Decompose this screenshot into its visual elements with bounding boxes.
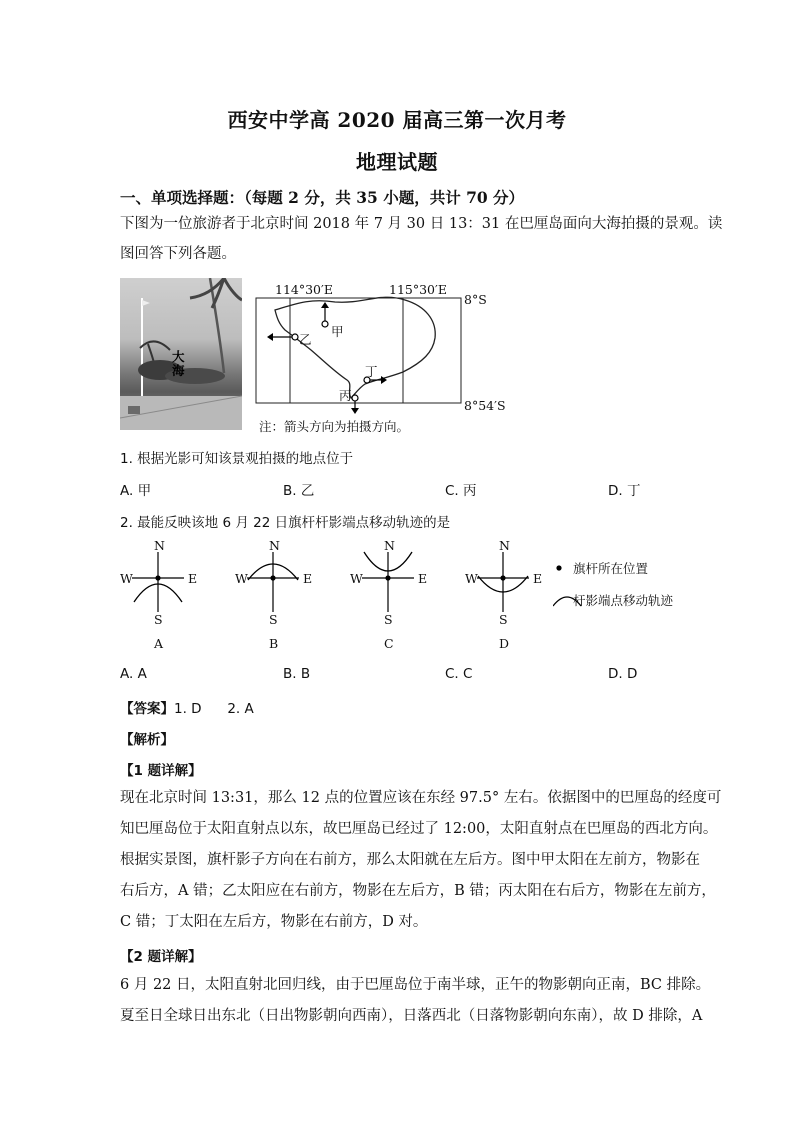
diagram-a-label: A (154, 636, 164, 651)
legend-track-label: 杆影端点移动轨迹 (573, 593, 674, 608)
legend-pole-label: 旗杆所在位置 (573, 561, 649, 576)
intro-line-1: 下图为一位旅游者于北京时间 2018 年 7 月 30 日 13：31 在巴厘岛面向大海拍摄的景观。读 (120, 216, 723, 232)
q2-option-c: C. C (445, 666, 473, 682)
q2-option-b: B. B (283, 666, 311, 682)
diagram-b-e: E (303, 571, 313, 586)
diagram-a-e: E (188, 571, 198, 586)
q1-option-c: C. 丙 (445, 483, 477, 499)
map-lon-left: 114°30′E (275, 282, 333, 297)
q1-option-a: A. 甲 (120, 483, 152, 499)
answer-text: 1. D 2. A (174, 701, 254, 717)
map-lon-right: 115°30′E (389, 282, 447, 297)
bali-map (255, 280, 505, 440)
map-note: 注：箭头方向为拍摄方向。 (259, 419, 410, 434)
diagram-b-n: N (269, 538, 280, 553)
q1-option-d: D. 丁 (608, 483, 641, 499)
answer-tag: 【答案】 (120, 701, 174, 717)
diagram-d-w: W (465, 571, 478, 586)
map-lat-top: 8°S (464, 292, 487, 307)
map-point-jia: 甲 (331, 324, 344, 339)
detail1-line-3: 根据实景图，旗杆影子方向在右前方，那么太阳就在左后方。图中甲太阳在左前方，物影在 (120, 852, 700, 868)
page-title: 西安中学高 2020 届高三第一次月考 (227, 108, 567, 132)
detail2-tag: 【2 题详解】 (120, 949, 202, 965)
intro-line-2: 图回答下列各题。 (120, 246, 236, 262)
analysis-tag: 【解析】 (120, 732, 174, 748)
q1-stem: 1. 根据光影可知该景观拍摄的地点位于 (120, 451, 354, 467)
answer-line (120, 697, 254, 717)
diagram-d-s: S (499, 612, 508, 627)
q2-stem: 2. 最能反映该地 6 月 22 日旗杆杆影端点移动轨迹的是 (120, 515, 451, 531)
diagram-c-s: S (384, 612, 393, 627)
q2-option-d: D. D (608, 666, 638, 682)
detail2-line-1: 6 月 22 日，太阳直射北回归线，由于巴厘岛位于南半球，正午的物影朝向正南，BC 排除。 (120, 977, 711, 993)
diagram-a-s: S (154, 612, 163, 627)
diagram-c-label: C (384, 636, 394, 651)
diagram-a-n: N (154, 538, 165, 553)
photo-label-1: 大 (172, 349, 185, 364)
diagram-c-w: W (350, 571, 363, 586)
diagram-b-w: W (235, 571, 248, 586)
beach-photo (120, 278, 242, 430)
diagram-c-n: N (384, 538, 395, 553)
map-point-ding: 丁 (365, 364, 378, 379)
diagram-legend (553, 556, 713, 612)
diagram-c-e: E (418, 571, 428, 586)
diagram-d-n: N (499, 538, 510, 553)
photo-label-2: 海 (172, 363, 185, 378)
detail1-line-2: 知巴厘岛位于太阳直射点以东，故巴厘岛已经过了 12:00，太阳直射点在巴厘岛的西北方向。 (120, 821, 718, 837)
diagram-a-w: W (120, 571, 133, 586)
section-heading: 一、单项选择题：（每题 2 分，共 35 小题，共计 70 分） (120, 188, 525, 207)
map-point-yi: 乙 (299, 332, 312, 347)
detail1-line-5: C 错；丁太阳在左后方，物影在右前方，D 对。 (120, 914, 428, 930)
map-lat-bottom: 8°54′S (464, 398, 506, 413)
diagram-b-s: S (269, 612, 278, 627)
detail1-line-4: 右后方，A 错；乙太阳应在右前方，物影在左后方，B 错；丙太阳在右后方，物影在左前方， (120, 883, 716, 899)
diagram-d-e: E (533, 571, 543, 586)
detail1-line-1: 现在北京时间 13:31，那么 12 点的位置应该在东经 97.5° 左右。依据图中的巴厘岛的经度可 (120, 790, 722, 806)
diagram-d-label: D (499, 636, 510, 651)
detail2-line-2: 夏至日全球日出东北（日出物影朝向西南），日落西北（日落物影朝向东南），故 D 排除，A (120, 1008, 703, 1024)
detail1-tag: 【1 题详解】 (120, 763, 202, 779)
diagram-b-label: B (269, 636, 279, 651)
q2-option-a: A. A (120, 666, 147, 682)
shadow-diagrams (118, 538, 568, 654)
page-subtitle: 地理试题 (356, 150, 438, 174)
map-point-bing: 丙 (339, 388, 352, 403)
q1-option-b: B. 乙 (283, 483, 315, 499)
